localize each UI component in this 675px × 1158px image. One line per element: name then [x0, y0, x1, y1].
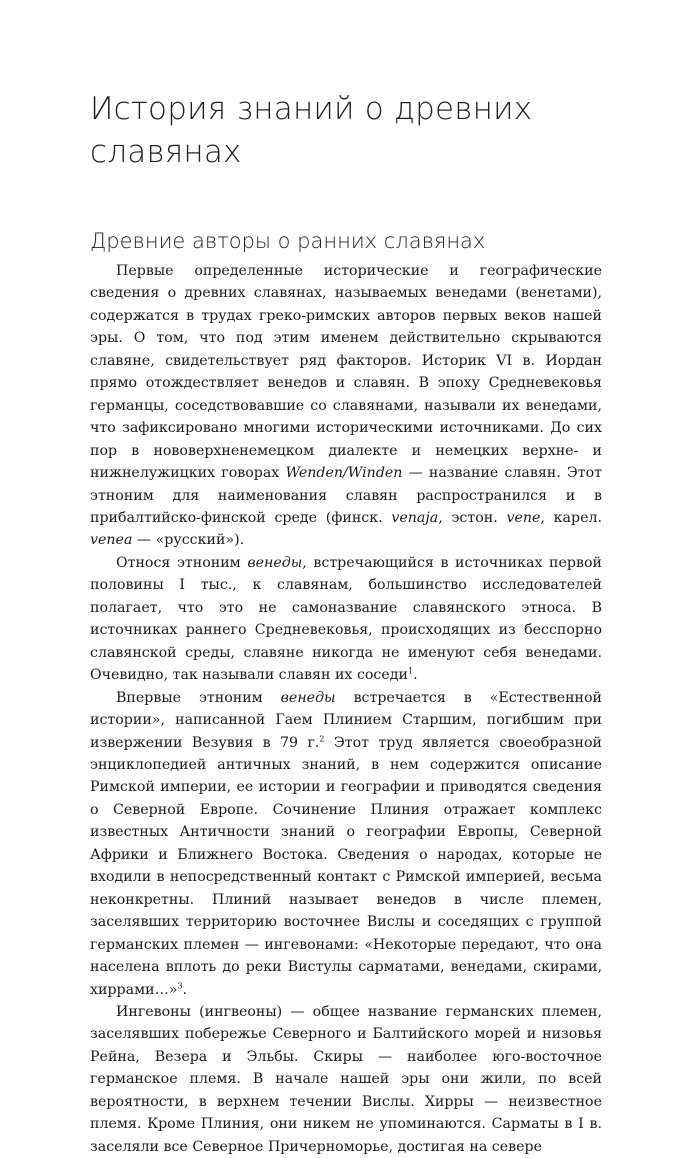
footnote-ref[interactable]: 3 — [177, 980, 183, 990]
italic-term: венеды — [247, 554, 303, 571]
text-run: Относя этноним — [116, 554, 248, 571]
paragraph-2 — [90, 552, 602, 687]
italic-term: Wenden/Winden — [285, 465, 403, 482]
text-run: Впервые этноним — [116, 689, 281, 706]
text-run: — «русский»). — [132, 532, 245, 549]
text-run: . — [182, 981, 188, 998]
text-run: , карел. — [540, 509, 602, 526]
paragraph-1 — [90, 260, 602, 552]
chapter-title: История знаний о древних славянах — [90, 91, 533, 170]
paragraph-3 — [90, 687, 602, 1001]
text-run: — название славян. Этот этноним для наименования славян распространился и в прибалтийско-финской среде (финск. — [90, 465, 602, 526]
body-text — [90, 260, 602, 1158]
italic-term: venaja — [391, 509, 439, 526]
footnote-ref[interactable]: 2 — [319, 733, 325, 743]
text-run: Этот труд является своеобразной энциклопедией античных знаний, в нем содержится описание Римской империи, ее истории и географии и приводятся сведения о Северной Европе. Сочинение Плиния отражает комплекс известных Античности знаний о географии Европы, Северной Африки и Ближнего Востока. Сведения о народах, которые не входили в непосредственный контакт с Римской империей, весьма неконкретны. Плиний называет венедов в числе племен, заселявших территорию восточнее Вислы и соседящих с группой германских племен — ингевонами: «Некоторые передают, что она населена вплоть до реки Вистулы сарматами, венедами, скирами, хиррами…» — [90, 734, 602, 998]
italic-term: венеды — [280, 689, 336, 706]
text-run: Первые определенные исторические и географические сведения о древних славянах, называемых венедами (венетами), содержатся в трудах греко-римских авторов первых веков нашей эры. О том, что под этим именем действительно скрываются славяне, свидетельствует ряд факторов. Историк VI в. Иордан прямо отождествляет венедов и славян. В эпоху Средневековья германцы, соседствовавшие со славянами, называли их венедами, что зафиксировано многими историческими источниками. До сих пор в нововерхненемецком диалекте и немецких верхне- и нижнелужицких говорах — [90, 263, 602, 482]
text-run: , эстон. — [438, 509, 507, 526]
footnote-ref[interactable]: 1 — [407, 666, 414, 676]
text-run: , встречающийся в источниках первой половины I тыс., к славянам, большинство исследователей полагает, что это не самоназвание славянского этноса. В источниках раннего Средневековья, происходящих из бесспорно славянской среды, славяне никогда не именуют себя венедами. Очевидно, так называли славян их соседи — [90, 554, 602, 684]
paragraph-4 — [90, 1001, 602, 1158]
text-run: . — [413, 667, 418, 684]
text-run: Ингевоны (ингвеоны) — общее название германских племен, заселявших побережье Северного и Балтийского морей и низовья Рейна, Везера и Эльбы. Скиры — наиболее юго-восточное германское племя. В начале нашей эры они жили, по всей вероятности, в верхнем течении Вислы. Хирры — неизвестное племя. Кроме Плиния, они никем не упоминаются. Сарматы в I в. заселяли все Северное Причерноморье, достигая на севере — [90, 1003, 602, 1155]
section-title: Древние авторы о ранних славянах — [90, 229, 486, 253]
italic-term: venea — [90, 532, 133, 549]
italic-term: vene — [506, 509, 541, 526]
text-run: встречается в «Естественной истории», написанной Гаем Плинием Старшим, погибшим при извержении Везувия в 79 г. — [90, 689, 602, 751]
